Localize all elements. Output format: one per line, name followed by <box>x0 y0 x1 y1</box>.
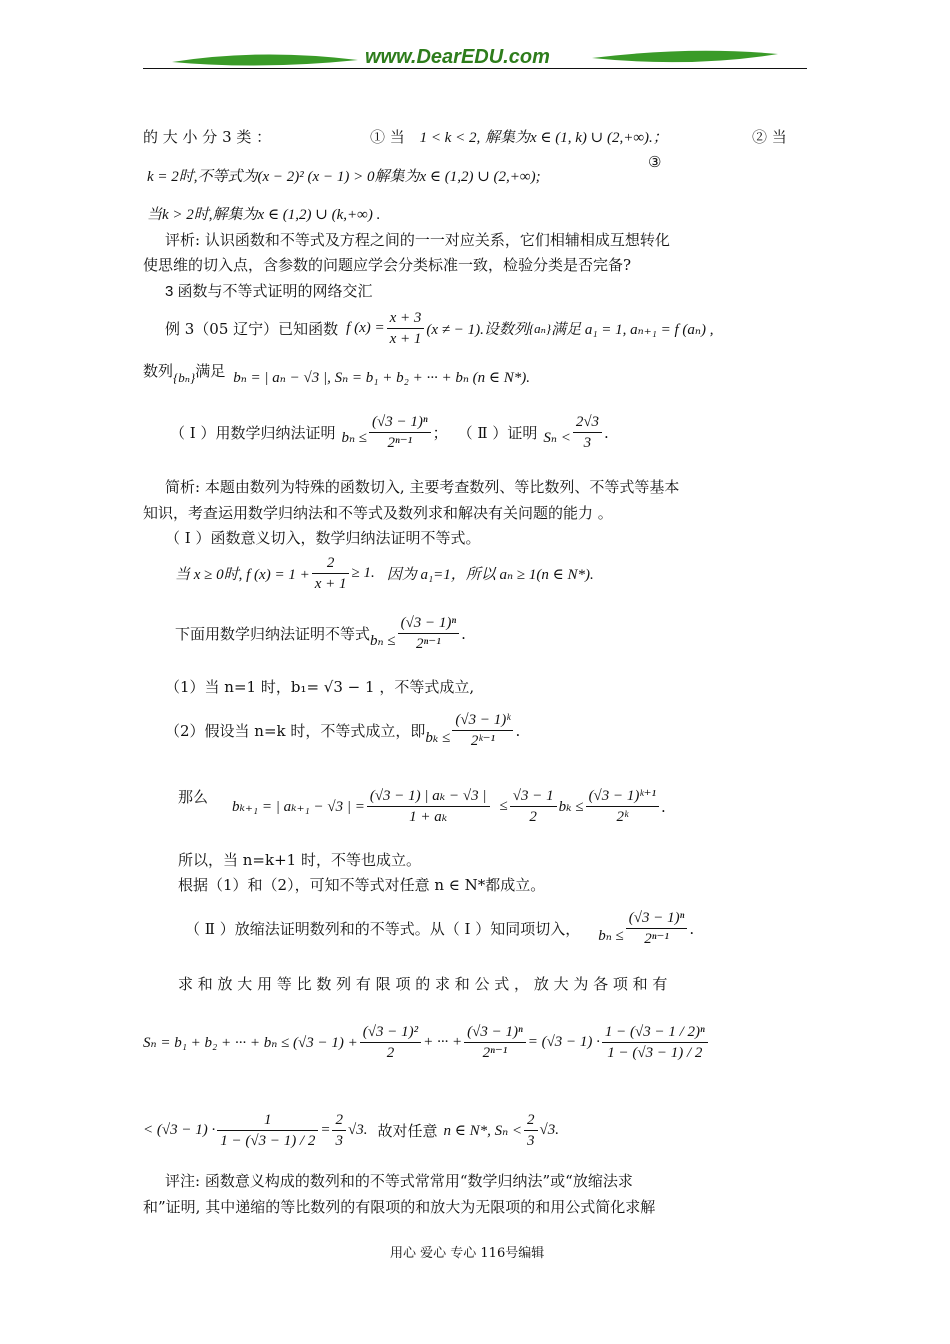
comment1-line1 <box>165 229 670 250</box>
case3 <box>147 203 380 224</box>
part1-title <box>165 527 480 548</box>
ex3-func-num: x + 3 <box>387 308 425 329</box>
so-line-text: 所以，当 n=k+1 时，不等也成立。 <box>178 851 421 869</box>
q2-label: （ Ⅱ ）证明 <box>457 424 538 442</box>
case1-solution: 解集为x ∈ (1, k) ∪ (2,+∞).； <box>485 130 668 146</box>
then-mid: bₖ ≤ <box>558 799 584 815</box>
part1-because: 因为 a₁=1，所以 aₙ ≥ 1(n ∈ N*). <box>386 567 594 583</box>
sum-f2-den: 2ⁿ⁻¹ <box>482 1045 508 1061</box>
q2-lhs: Sₙ < <box>543 430 571 446</box>
analysis-a: 简析: 本题由数列为特殊的函数切入, 主要考查数列、等比数列、不等式等基本 <box>165 478 680 496</box>
part2-num: (√3 − 1)ⁿ <box>626 908 688 929</box>
part2-title-text: （ Ⅱ ）放缩法证明数列和的不等式。从（ Ⅰ ）知同项切入， <box>185 920 581 938</box>
induction-intro: 下面用数学归纳法证明不等式 bₙ ≤ $\frac{\text{(√3 − 1)ⁿ}}{\text{2ⁿ⁻¹}}$ . <box>175 615 466 652</box>
part1-num: 2 <box>312 553 350 574</box>
ex3-seq-b-rel: 满足 <box>195 362 226 380</box>
case1 <box>370 126 668 147</box>
sum-big-frac <box>602 1022 708 1063</box>
part1-den: x + 1 <box>314 576 347 592</box>
step2-num: (√3 − 1)ᵏ <box>452 710 513 731</box>
sum-lhs: Sₙ = b₁ + b₂ + ··· + bₙ ≤ (√3 − 1) + <box>143 1035 358 1051</box>
sum-big-den: 1 − (√3 − 1) / 2 <box>607 1045 703 1061</box>
last-f-num: 1 <box>217 1110 318 1131</box>
part2-den: 2ⁿ⁻¹ <box>644 931 669 947</box>
q2-num: 2√3 <box>573 412 602 433</box>
q1-den: 2ⁿ⁻¹ <box>387 435 413 451</box>
q1-sep: ； <box>432 424 448 442</box>
sum-f2-num: (√3 − 1)ⁿ <box>464 1022 526 1043</box>
comment1-a: 评析: 认识函数和不等式及方程之间的一一对应关系，它们相辅相成互想转化 <box>165 231 670 249</box>
step2-frac <box>452 710 513 751</box>
induction-frac <box>398 613 460 654</box>
line-classify <box>143 126 271 147</box>
induction-lhs: bₙ ≤ <box>370 633 396 649</box>
last-f3-den: 3 <box>527 1133 535 1149</box>
part2-frac <box>626 908 688 949</box>
sum-f1-num: (√3 − 1)² <box>360 1022 421 1043</box>
remark-line1 <box>165 1170 633 1191</box>
questions <box>170 412 609 453</box>
text-prefix: 的 大 小 分 3 类 ： <box>143 128 272 146</box>
q1-label: （ Ⅰ ）用数学归纳法证明 <box>170 424 336 442</box>
part1-title-text: （ Ⅰ ）函数意义切入，数学归纳法证明不等式。 <box>165 529 481 547</box>
site-url[interactable]: www.DearEDU.com <box>365 46 550 68</box>
step2-lhs: bₖ ≤ <box>425 730 451 746</box>
analysis-b: 知识，考查运用数学归纳法和不等式及数列求和解决有关问题的能力 。 <box>143 504 613 522</box>
then-f1-den: 1 + aₖ <box>409 809 448 825</box>
remark-b: 和”证明, 其中递缩的等比数列的有限项的和放大为无限项的和用公式简化求解 <box>143 1198 656 1216</box>
remark-a: 评注: 函数意义构成的数列和的不等式常常用“数学归纳法”或“放缩法求 <box>165 1172 633 1190</box>
section-title <box>165 280 373 301</box>
step2-text: （2）假设当 n=k 时，不等式成立，即 <box>165 722 426 740</box>
q2-end: . <box>604 423 609 442</box>
induction-num: (√3 − 1)ⁿ <box>398 613 460 634</box>
ex3-func-frac <box>387 308 425 349</box>
analysis-line2 <box>143 502 613 523</box>
q1-num: (√3 − 1)ⁿ <box>369 412 431 433</box>
case3-mark <box>648 153 661 171</box>
case1-cond: 1 < k < 2, <box>419 130 481 146</box>
sum-frac1 <box>360 1022 421 1063</box>
conclude-line-text: 根据（1）和（2），可知不等式对任意 n ∈ N*都成立。 <box>178 876 546 894</box>
part1-when <box>175 553 594 594</box>
sum-big-num: 1 − (√3 − 1 / 2)ⁿ <box>602 1022 708 1043</box>
example3-line2 <box>143 354 530 387</box>
comment1-line2 <box>143 254 631 275</box>
case2-mark-text: ② 当 <box>752 128 787 146</box>
header-rule <box>143 68 807 69</box>
part1-when-text: 当 x ≥ 0时, f (x) = 1 + <box>175 567 310 583</box>
ex3-seq-b-prefix: 数列 <box>143 362 174 380</box>
sum-formula <box>143 1022 710 1063</box>
q1-lhs: bₙ ≤ <box>341 430 368 446</box>
then-f3-num: (√3 − 1)ᵏ⁺¹ <box>586 786 659 807</box>
conclude-line <box>178 874 545 895</box>
part2: （ Ⅱ ）放缩法证明数列和的不等式。从（ Ⅰ ）知同项切入， bₙ ≤ $\frac{\text{(√3 − 1)ⁿ}}{\text{2ⁿ⁻¹}}$ . <box>185 910 695 947</box>
step2: （2）假设当 n=k 时，不等式成立，即 bₖ ≤ $\frac{\text{(√3 − 1)ᵏ}}{\text{2ᵏ⁻¹}}$ . <box>165 712 521 749</box>
comment1-b: 使思维的切入点，含参数的问题应学会分类标准一致，检验分类是否完备? <box>143 256 632 274</box>
ex3-seq-b-def: bₙ = | aₙ − √3 |, Sₙ = b₁ + b₂ + ··· + bₙ (n ∈ N*). <box>233 370 531 386</box>
last-eq: = <box>320 1122 331 1138</box>
ex3-seq-b: {bₙ} <box>173 369 196 385</box>
induction-den: 2ⁿ⁻¹ <box>416 636 441 652</box>
then-f1-num: (√3 − 1) | aₖ − √3 | <box>367 786 490 807</box>
case2-text: k = 2时,不等式为(x − 2)² (x − 1) > 0解集为x ∈ (1,2) ∪ (2,+∞); <box>147 169 541 185</box>
part1-tail: ≥ 1. <box>351 565 375 581</box>
last-sqrt: √3. <box>347 1122 368 1138</box>
then-label: 那么 <box>178 788 209 806</box>
ex3-func-den: x + 1 <box>389 331 422 347</box>
analysis-line1 <box>165 476 679 497</box>
footer-text: 用心 爱心 专心 116号编辑 <box>390 1246 545 1261</box>
header-logo <box>170 40 780 80</box>
ex3-seq-a-rel: 满足 a₁ = 1, aₙ₊₁ = f (aₙ) , <box>551 322 714 338</box>
step1 <box>165 676 474 697</box>
q2-frac <box>573 412 602 453</box>
last-lhs: < (√3 − 1) · <box>143 1122 216 1138</box>
sum-eq: = (√3 − 1) · <box>527 1034 600 1050</box>
ex3-prefix: 例 3（05 辽宁）已知函数 <box>165 320 339 338</box>
last-frac3 <box>524 1110 538 1151</box>
last-end: √3. <box>539 1122 560 1138</box>
ex3-seq-a: {aₙ} <box>528 320 552 336</box>
last-frac1 <box>217 1110 318 1151</box>
part1-frac <box>312 553 350 594</box>
sum-dots: + ··· + <box>423 1034 463 1050</box>
then-f2-den: 2 <box>529 809 537 825</box>
ex3-func-cond: (x ≠ − 1).设数列 <box>426 322 529 338</box>
q1-frac <box>369 412 431 453</box>
case2 <box>147 165 541 186</box>
then-f3-den: 2ᵏ <box>616 809 629 825</box>
last-text: 故对任意 <box>377 1122 438 1140</box>
then-le: ≤ <box>499 798 508 814</box>
last-line <box>143 1110 559 1151</box>
then-f2-num: √3 − 1 <box>510 786 557 807</box>
step1-text: （1）当 n=1 时，b₁= √3 − 1 ，不等式成立, <box>165 678 475 696</box>
example3-line1 <box>165 308 714 349</box>
step2-den: 2ᵏ⁻¹ <box>470 733 495 749</box>
last-cond: n ∈ N*, Sₙ < <box>443 1123 523 1139</box>
sum-frac2 <box>464 1022 526 1063</box>
last-f2-den: 3 <box>335 1133 343 1149</box>
last-f-den: 1 − (√3 − 1) / 2 <box>220 1133 316 1149</box>
case3-text: 当k > 2时,解集为x ∈ (1,2) ∪ (k,+∞) . <box>147 207 381 223</box>
so-line <box>178 849 421 870</box>
induction-intro-text: 下面用数学归纳法证明不等式 <box>175 625 371 643</box>
then-frac3 <box>586 786 659 827</box>
last-f3-num: 2 <box>524 1110 538 1131</box>
case2-mark <box>752 126 787 147</box>
footer <box>390 1242 544 1261</box>
then-lhs: bₖ₊₁ = | aₖ₊₁ − √3 | = <box>232 799 365 815</box>
leaf-right-icon <box>590 46 780 70</box>
then-frac1 <box>367 786 490 827</box>
q2-den: 3 <box>583 435 592 451</box>
sum-f1-den: 2 <box>386 1045 395 1061</box>
section-title-text: 3 函数与不等式证明的网络交汇 <box>165 283 373 300</box>
case1-mark: ① 当 <box>370 128 405 146</box>
case3-mark-text: ③ <box>648 153 662 171</box>
then-frac2 <box>510 786 557 827</box>
sum-text <box>178 973 667 994</box>
ex3-func-lhs: f (x) = <box>346 320 385 336</box>
part2-lhs: bₙ ≤ <box>598 928 624 944</box>
sum-text-content: 求 和 放 大 用 等 比 数 列 有 限 项 的 求 和 公 式 ， 放 大 为 各 项 和 有 <box>178 975 668 993</box>
last-frac2 <box>332 1110 346 1151</box>
then-line: 那么 bₖ₊₁ = | aₖ₊₁ − √3 | = $\frac{\text{(√3 − 1) | aₖ − √3 |}}{\text{1 + aₖ}}$ ≤ $\frac{√3 - 1}{2}$ bₖ ≤ $\frac{\text{(√3 − 1)ᵏ⁺¹}}{\text{2ᵏ}}$ . <box>178 788 666 825</box>
last-f2-num: 2 <box>332 1110 346 1131</box>
remark-line2 <box>143 1196 655 1217</box>
